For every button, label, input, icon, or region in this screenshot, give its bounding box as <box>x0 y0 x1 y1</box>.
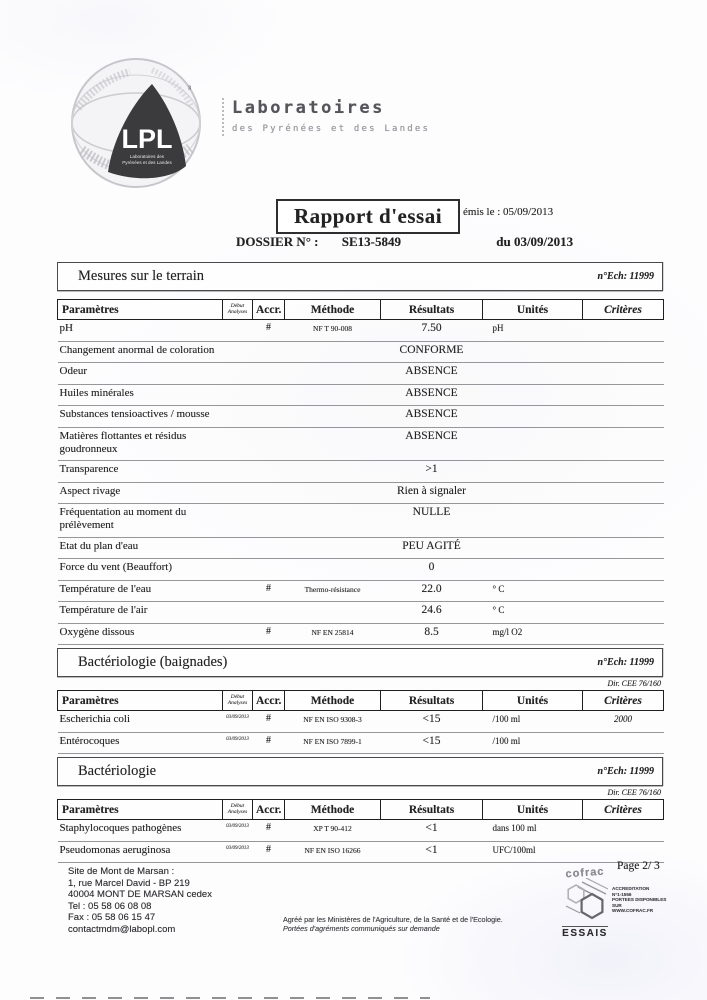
cell-parametre: Matières flottantes et résidus goudronneux <box>58 427 223 461</box>
cell-methode: Thermo-résistance <box>285 580 381 602</box>
cell-debut-analyses <box>223 602 253 624</box>
cell-accr <box>253 363 285 385</box>
table-header-row <box>58 300 664 320</box>
cell-methode <box>285 341 381 363</box>
cofrac-accreditation-text <box>612 886 682 914</box>
cell-parametre: Force du vent (Beauffort) <box>58 559 223 581</box>
cell-parametre: Escherichia coli <box>58 711 223 733</box>
dossier-line <box>236 234 573 250</box>
cell-parametre: Staphylocoques pathogènes <box>58 820 223 842</box>
cell-critere: 2000 <box>583 711 664 733</box>
cofrac-essais-label: ESSAIS <box>562 928 608 939</box>
col-methode: Méthode <box>285 300 381 320</box>
cell-debut-analyses <box>223 504 253 538</box>
cell-unite: pH <box>483 320 583 342</box>
cell-critere <box>583 580 664 602</box>
address-line: 1, rue Marcel David - BP 219 <box>68 877 190 889</box>
cell-debut-analyses <box>223 482 253 504</box>
cell-debut-analyses <box>223 341 253 363</box>
col-accr: Accr. <box>253 691 285 711</box>
cell-critere <box>583 537 664 559</box>
table-row <box>58 623 664 645</box>
table-header-row <box>58 800 664 820</box>
table-row <box>58 711 664 733</box>
cell-critere <box>583 461 664 483</box>
parameters-table <box>57 299 664 645</box>
lpl-globe-icon <box>60 50 212 200</box>
cell-unite <box>483 427 583 461</box>
cell-unite: mg/l O2 <box>483 623 583 645</box>
cell-critere <box>583 504 664 538</box>
report-title: Rapport d'essai <box>293 204 443 228</box>
col-resultats: Résultats <box>381 300 483 320</box>
cell-parametre: Changement anormal de coloration <box>58 341 223 363</box>
cell-methode <box>285 559 381 581</box>
table-row <box>58 427 664 461</box>
cell-debut-analyses: 03/09/2013 <box>223 841 253 863</box>
table-row <box>58 384 664 406</box>
cell-resultat: ABSENCE <box>381 427 483 461</box>
cofrac-accreditation-line: WWW.COFRAC.FR <box>612 908 654 914</box>
issue-date: émis le : 05/09/2013 <box>463 206 554 218</box>
parameters-table <box>57 690 664 754</box>
cell-debut-analyses <box>223 623 253 645</box>
cell-parametre: Fréquentation au moment du prélèvement <box>58 504 223 538</box>
sample-number: n°Ech: 11999 <box>597 766 654 777</box>
col-methode: Méthode <box>285 800 381 820</box>
cell-unite: dans 100 ml <box>483 820 583 842</box>
cell-debut-analyses: 03/09/2013 <box>223 711 253 733</box>
cell-critere <box>583 427 664 461</box>
brand-subtitle: des Pyrénées et des Landes <box>232 124 431 134</box>
cell-debut-analyses: 03/09/2013 <box>223 820 253 842</box>
cell-debut-analyses <box>223 461 253 483</box>
col-debut-analyses: Début Analyses <box>223 800 253 820</box>
cell-resultat: <1 <box>381 841 483 863</box>
cell-accr: # <box>253 320 285 342</box>
cell-parametre: Etat du plan d'eau <box>58 537 223 559</box>
cofrac-wordmark: cofrac <box>565 865 605 881</box>
cell-debut-analyses: 03/09/2013 <box>223 732 253 754</box>
cell-accr <box>253 384 285 406</box>
cell-methode <box>285 461 381 483</box>
report-section <box>57 262 663 645</box>
cell-debut-analyses <box>223 537 253 559</box>
cell-methode: NF T 90-008 <box>285 320 381 342</box>
cell-unite <box>483 384 583 406</box>
cell-accr <box>253 461 285 483</box>
cofrac-accreditation-line: PORTEES DISPONIBLES <box>612 897 667 903</box>
cell-resultat: NULLE <box>381 504 483 538</box>
parameters-table <box>57 799 664 863</box>
cell-resultat: 24.6 <box>381 602 483 624</box>
col-parametres: Paramètres <box>58 800 223 820</box>
brand-block <box>222 98 430 136</box>
cell-unite: /100 ml <box>483 732 583 754</box>
col-unites: Unités <box>483 691 583 711</box>
cell-resultat: <15 <box>381 732 483 754</box>
cell-parametre: Odeur <box>58 363 223 385</box>
lpl-logo-text: LPL <box>121 124 173 154</box>
cell-critere <box>583 732 664 754</box>
address-line: contactmdm@labopl.com <box>68 923 176 935</box>
section-header-box <box>57 757 663 786</box>
table-row <box>58 580 664 602</box>
cell-accr <box>253 427 285 461</box>
cell-critere <box>583 602 664 624</box>
cell-critere <box>583 406 664 428</box>
cofrac-accreditation-line: SUR <box>612 902 622 908</box>
cell-unite <box>483 363 583 385</box>
cell-parametre: Température de l'eau <box>58 580 223 602</box>
cell-critere <box>583 623 664 645</box>
col-debut-analyses: Début Analyses <box>223 300 253 320</box>
table-row <box>58 732 664 754</box>
cell-resultat: ABSENCE <box>381 363 483 385</box>
table-row <box>58 461 664 483</box>
cell-debut-analyses <box>223 363 253 385</box>
cell-accr: # <box>253 623 285 645</box>
section-header-box <box>57 648 663 677</box>
cell-unite <box>483 559 583 581</box>
scan-edge-artifact <box>30 997 430 999</box>
cell-methode: NF EN ISO 16266 <box>285 841 381 863</box>
sample-number: n°Ech: 11999 <box>597 657 654 668</box>
agrement-line-2: Portées d'agréments communiqués sur demande <box>283 924 440 933</box>
cell-unite <box>483 406 583 428</box>
cell-methode <box>285 363 381 385</box>
table-row <box>58 406 664 428</box>
cell-methode <box>285 537 381 559</box>
cell-accr: # <box>253 711 285 733</box>
table-row <box>58 559 664 581</box>
table-row <box>58 363 664 385</box>
cell-methode <box>285 482 381 504</box>
cell-critere <box>583 320 664 342</box>
col-debut-analyses: Début Analyses <box>223 691 253 711</box>
table-row <box>58 820 664 842</box>
cell-accr <box>253 482 285 504</box>
cell-critere <box>583 341 664 363</box>
cell-parametre: Température de l'air <box>58 602 223 624</box>
cell-methode: XP T 90-412 <box>285 820 381 842</box>
col-unites: Unités <box>483 800 583 820</box>
page-number: Page 2/ 3 <box>617 860 660 872</box>
cell-parametre: Oxygène dissous <box>58 623 223 645</box>
cell-unite <box>483 504 583 538</box>
cell-methode <box>285 406 381 428</box>
cell-resultat: >1 <box>381 461 483 483</box>
section-header-box <box>57 262 663 291</box>
col-parametres: Paramètres <box>58 691 223 711</box>
cell-accr <box>253 406 285 428</box>
table-row <box>58 537 664 559</box>
cell-unite: ° C <box>483 580 583 602</box>
cell-accr: # <box>253 580 285 602</box>
cell-unite <box>483 341 583 363</box>
cell-resultat: Rien à signaler <box>381 482 483 504</box>
col-criteres: Critères <box>583 300 664 320</box>
table-row <box>58 341 664 363</box>
cell-methode: NF EN ISO 9308-3 <box>285 711 381 733</box>
dossier-date: du 03/09/2013 <box>496 234 574 249</box>
cell-critere <box>583 482 664 504</box>
cell-unite: /100 ml <box>483 711 583 733</box>
col-unites: Unités <box>483 300 583 320</box>
table-row <box>58 504 664 538</box>
section-title: Bactériologie (baignades) <box>78 654 228 670</box>
col-criteres: Critères <box>583 800 664 820</box>
col-criteres: Critères <box>583 691 664 711</box>
cell-debut-analyses <box>223 406 253 428</box>
cell-unite <box>483 482 583 504</box>
lpl-logo <box>60 50 212 200</box>
cofrac-accreditation-line: N°1-1556 <box>612 891 632 897</box>
cell-accr <box>253 602 285 624</box>
cell-accr: # <box>253 732 285 754</box>
cell-parametre: Aspect rivage <box>58 482 223 504</box>
cell-accr <box>253 341 285 363</box>
cell-resultat: 8.5 <box>381 623 483 645</box>
dossier-number: SE13-5849 <box>341 234 401 249</box>
cell-parametre: Huiles minérales <box>58 384 223 406</box>
report-section <box>57 648 663 754</box>
cell-parametre: Transparence <box>58 461 223 483</box>
col-resultats: Résultats <box>381 800 483 820</box>
cell-debut-analyses <box>223 559 253 581</box>
col-accr: Accr. <box>253 300 285 320</box>
section-title: Mesures sur le terrain <box>78 268 205 284</box>
cell-parametre: Pseudomonas aeruginosa <box>58 841 223 863</box>
report-title-box <box>276 199 460 234</box>
report-sections <box>57 262 663 866</box>
cell-unite <box>483 461 583 483</box>
section-title: Bactériologie <box>78 763 157 779</box>
cofrac-hexagons-icon <box>562 878 608 920</box>
report-section <box>57 757 663 863</box>
cell-resultat: PEU AGITÉ <box>381 537 483 559</box>
cell-methode: NF EN 25814 <box>285 623 381 645</box>
cell-accr <box>253 559 285 581</box>
cell-parametre: Entérocoques <box>58 732 223 754</box>
cell-unite <box>483 537 583 559</box>
address-line: Fax : 05 58 06 15 47 <box>68 912 156 923</box>
dossier-label: DOSSIER N° : <box>236 234 319 249</box>
directive-note: Dir. CEE 76/160 <box>607 679 661 688</box>
agrement-line-1: Agréé par les Ministères de l'Agriculture, de la Santé et de l'Ecologie. <box>283 915 503 924</box>
cell-critere <box>583 363 664 385</box>
cell-resultat: 0 <box>381 559 483 581</box>
cell-resultat: ABSENCE <box>381 406 483 428</box>
table-header-row <box>58 691 664 711</box>
cell-debut-analyses <box>223 320 253 342</box>
lpl-logo-subtext-2: Pyrénées et des Landes <box>122 160 172 165</box>
lpl-logo-subtext-1: Laboratoires des <box>129 154 165 159</box>
cell-methode <box>285 602 381 624</box>
table-row <box>58 320 664 342</box>
sample-number: n°Ech: 11999 <box>597 271 654 282</box>
cell-resultat: CONFORME <box>381 341 483 363</box>
table-row <box>58 602 664 624</box>
cell-parametre: Substances tensioactives / mousse <box>58 406 223 428</box>
cell-debut-analyses <box>223 427 253 461</box>
cell-accr <box>253 504 285 538</box>
address-line: 40004 MONT DE MARSAN cedex <box>68 889 212 900</box>
cell-debut-analyses <box>223 384 253 406</box>
lab-address <box>68 866 212 935</box>
address-line: Tel : 05 58 06 08 08 <box>68 900 152 912</box>
cell-resultat: 22.0 <box>381 580 483 602</box>
cell-unite: ° C <box>483 602 583 624</box>
lpl-logo-superscript: ³ <box>188 84 191 94</box>
cell-accr <box>253 537 285 559</box>
cell-debut-analyses <box>223 580 253 602</box>
cell-resultat: <1 <box>381 820 483 842</box>
brand-name: Laboratoires <box>232 98 385 118</box>
cell-methode <box>285 384 381 406</box>
address-line: Site de Mont de Marsan : <box>68 866 175 877</box>
table-row <box>58 841 664 863</box>
cofrac-accreditation-line: ACCREDITATION <box>612 886 650 891</box>
cell-accr: # <box>253 841 285 863</box>
col-accr: Accr. <box>253 800 285 820</box>
cofrac-logo <box>562 865 608 939</box>
col-parametres: Paramètres <box>58 300 223 320</box>
cell-methode <box>285 504 381 538</box>
cell-critere <box>583 559 664 581</box>
cell-methode <box>285 427 381 461</box>
cell-parametre: pH <box>58 320 223 342</box>
cell-resultat: 7.50 <box>381 320 483 342</box>
table-row <box>58 482 664 504</box>
cell-accr: # <box>253 820 285 842</box>
cell-resultat: <15 <box>381 711 483 733</box>
cell-unite: UFC/100ml <box>483 841 583 863</box>
cell-methode: NF EN ISO 7899-1 <box>285 732 381 754</box>
directive-note: Dir. CEE 76/160 <box>607 788 661 797</box>
cell-resultat: ABSENCE <box>381 384 483 406</box>
col-resultats: Résultats <box>381 691 483 711</box>
agrement-note <box>283 915 503 933</box>
col-methode: Méthode <box>285 691 381 711</box>
cell-critere <box>583 820 664 842</box>
cell-critere <box>583 384 664 406</box>
